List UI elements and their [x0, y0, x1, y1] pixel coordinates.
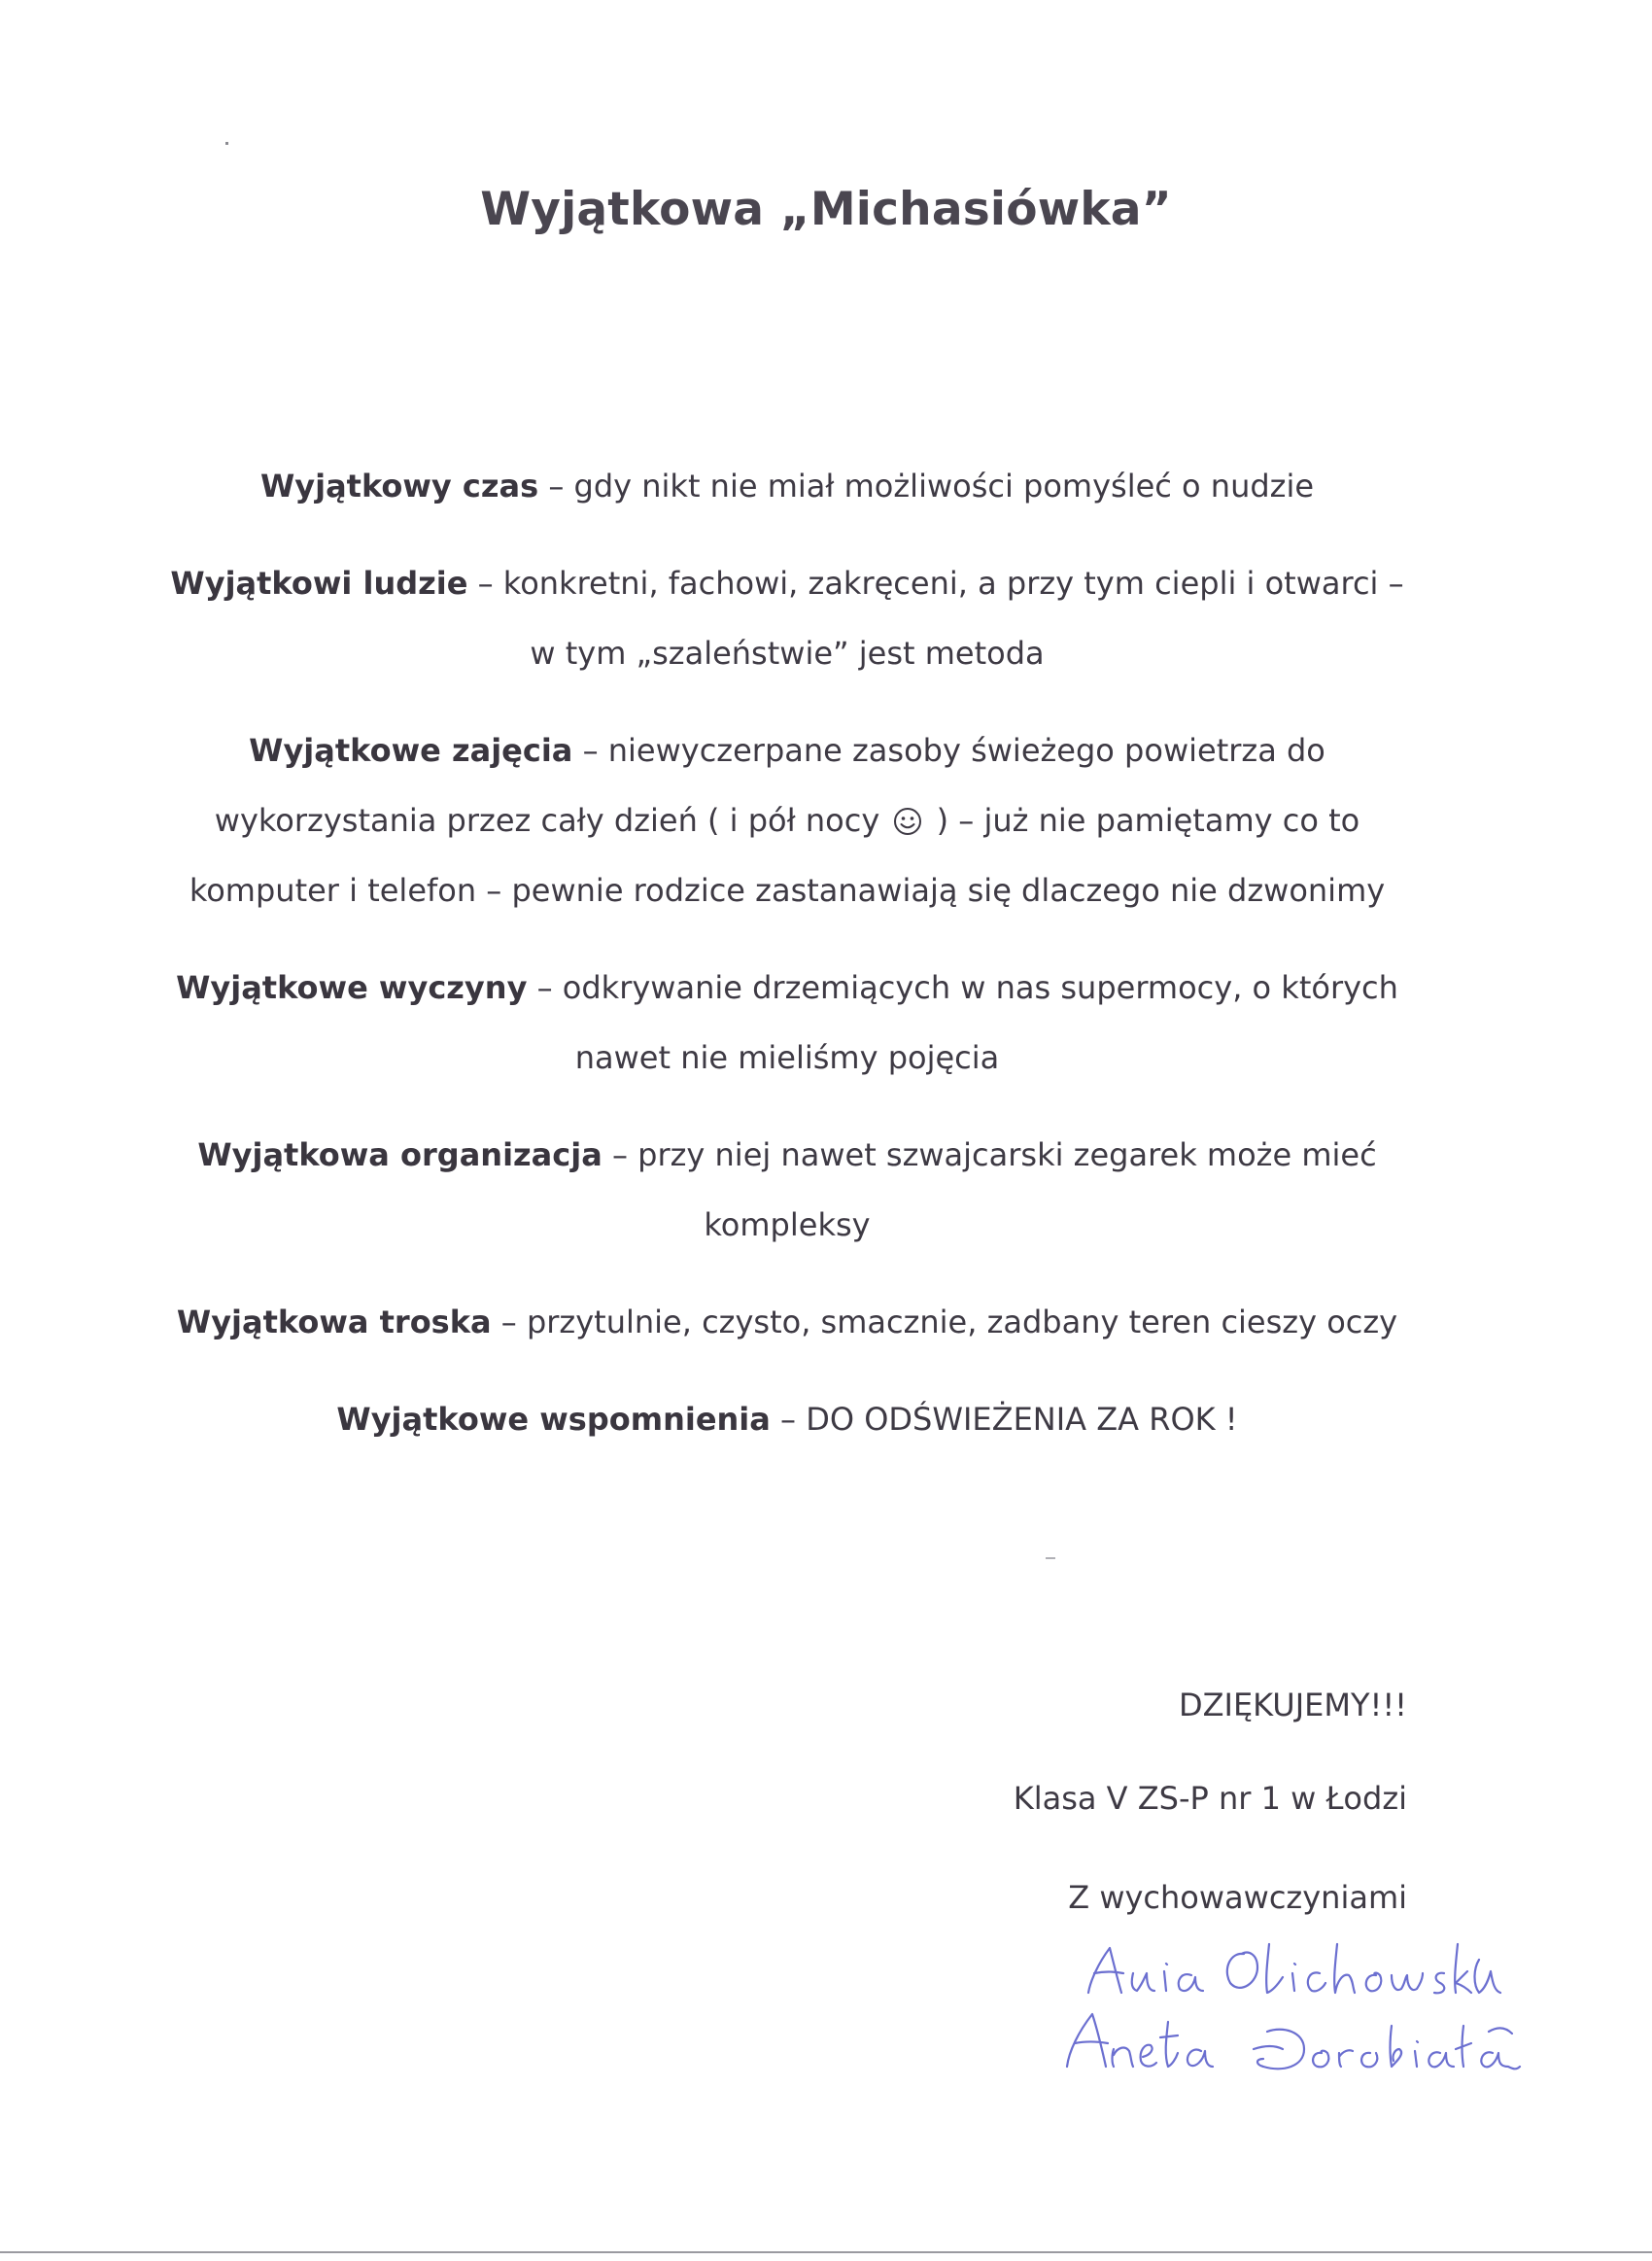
section-text: – DO ODŚWIEŻENIA ZA ROK ! — [770, 1401, 1238, 1438]
section-wyjatkowy-czas — [0, 467, 1574, 505]
scan-speck — [1046, 1557, 1055, 1559]
section-text: – gdy nikt nie miał możliwości pomyśleć o nudzie — [538, 468, 1315, 504]
section-continuation — [0, 871, 1574, 910]
section-text: ) – już nie pamiętamy co to — [926, 802, 1360, 839]
section-wyjatkowe-wspomnienia — [0, 1400, 1574, 1439]
scan-speck — [225, 142, 228, 145]
section-text: – niewyczerpane zasoby świeżego powietrza do — [572, 732, 1325, 769]
section-text: komputer i telefon – pewnie rodzice zastanawiają się dlaczego nie dzwonimy — [189, 872, 1386, 909]
section-continuation — [0, 801, 1574, 840]
section-text: – przy niej nawet szwajcarski zegarek może mieć — [602, 1136, 1377, 1173]
section-continuation — [0, 1038, 1574, 1077]
section-text: – konkretni, fachowi, zakręceni, a przy tym ciepli i otwarci – — [467, 565, 1404, 602]
closing-thanks: DZIĘKUJEMY!!! — [1178, 1687, 1407, 1723]
document-title: Wyjątkowa „Michasiówka” — [480, 183, 1172, 236]
section-text: – przytulnie, czysto, smacznie, zadbany teren cieszy oczy — [491, 1304, 1398, 1340]
section-heading: Wyjątkowa organizacja — [197, 1136, 602, 1173]
section-continuation — [0, 1205, 1574, 1244]
section-heading: Wyjątkowi ludzie — [170, 565, 468, 602]
section-continuation — [0, 634, 1574, 673]
scan-edge-line — [0, 2251, 1652, 2253]
section-heading: Wyjątkowy czas — [259, 468, 539, 504]
section-heading: Wyjątkowe wyczyny — [176, 969, 528, 1006]
section-heading: Wyjątkowe zajęcia — [249, 732, 573, 769]
section-text: nawet nie mieliśmy pojęcia — [574, 1039, 1000, 1076]
handwritten-signatures — [1050, 1925, 1594, 2090]
closing-class-name: Klasa V ZS-P nr 1 w Łodzi — [1013, 1780, 1407, 1817]
section-wyjatkowe-zajecia — [0, 731, 1574, 770]
section-text: w tym „szaleństwie” jest metoda — [530, 635, 1045, 672]
section-heading: Wyjątkowa troska — [176, 1304, 492, 1340]
section-wyjatkowa-organizacja — [0, 1135, 1574, 1174]
section-wyjatkowa-troska — [0, 1303, 1574, 1341]
section-wyjatkowi-ludzie — [0, 564, 1574, 603]
section-text: – odkrywanie drzemiących w nas supermocy, o których — [527, 969, 1398, 1006]
section-wyjatkowe-wyczyny — [0, 968, 1574, 1007]
section-text: wykorzystania przez cały dzień ( i pół nocy — [214, 802, 880, 839]
smiley-face-icon — [893, 807, 922, 836]
section-heading: Wyjątkowe wspomnienia — [336, 1401, 771, 1438]
section-text: kompleksy — [704, 1206, 871, 1243]
closing-with-teachers: Z wychowawczyniami — [1068, 1879, 1407, 1916]
